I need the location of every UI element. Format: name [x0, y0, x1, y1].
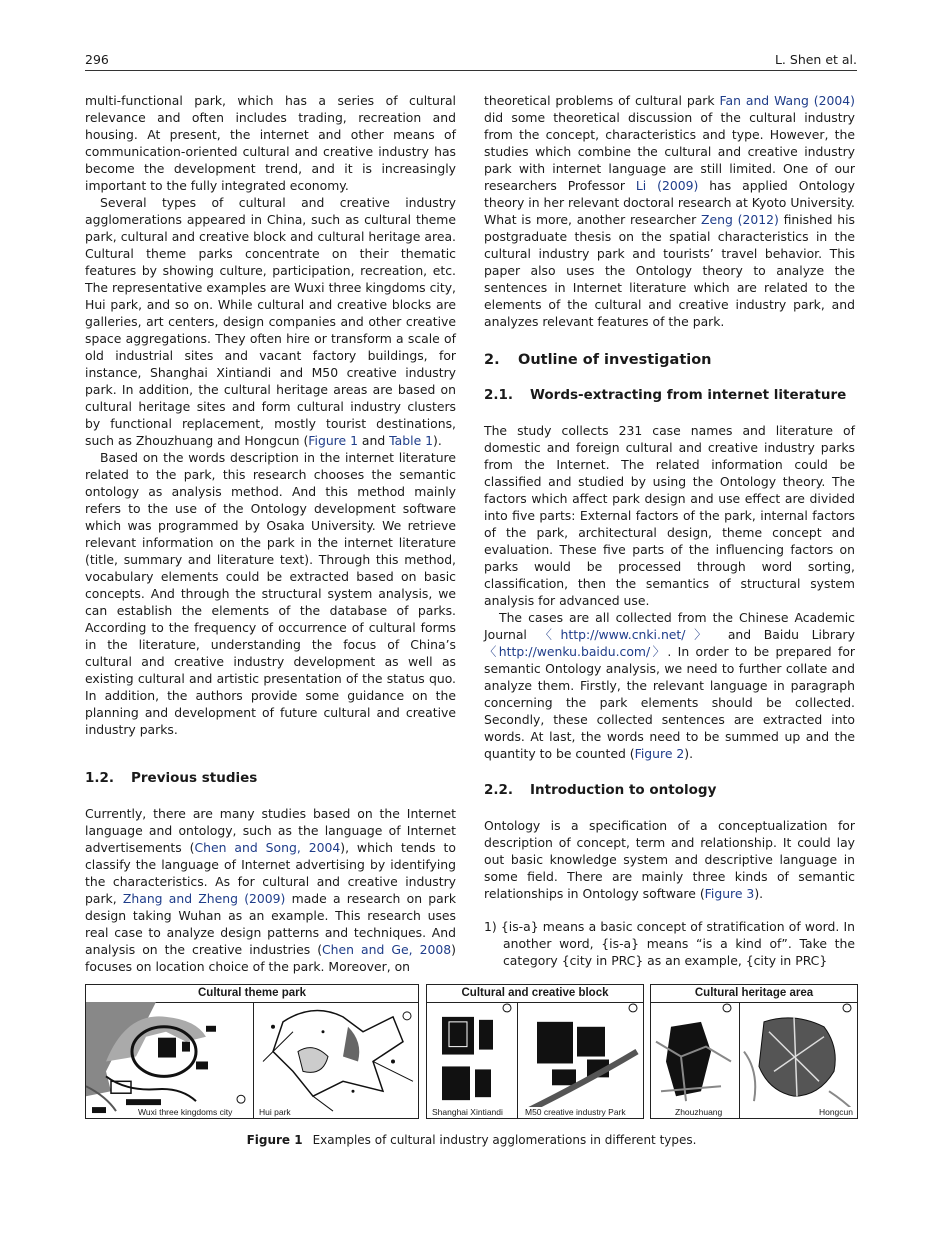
figure-link[interactable]: Figure 2	[634, 746, 685, 761]
section-heading: 2. Outline of investigation	[484, 352, 712, 368]
left-column	[85, 92, 456, 975]
section-heading: 1.2. Previous studies	[85, 770, 258, 786]
panel-title: Cultural and creative block	[427, 985, 643, 1003]
panel-title: Cultural heritage area	[651, 985, 857, 1003]
figure-1	[85, 984, 858, 1119]
running-authors: L. Shen et al.	[774, 52, 857, 67]
map-label: Shanghai Xintiandi	[432, 1107, 503, 1117]
wuxi-map-drawing	[86, 1002, 253, 1118]
caption-label: Figure 1	[246, 1133, 303, 1147]
url-link[interactable]: 〈http://wenku.baidu.com/〉	[484, 644, 668, 659]
map-wuxi	[86, 1002, 254, 1118]
paragraph: theoretical problems of cultural park Fan and Wang (2004) did some theoretical discussion of the cultural industry from the concept, characteristics and type. However, the studies which combine the cultural and creative industry park with internet language are still limited. One of our researchers Professor Li (2009) has applied Ontology theory in her relevant doctoral research at Kyoto University. What is more, another researcher Zeng (2012) finished his postgraduate thesis on the spatial characteristics in the cultural industry park and tourists’ travel behavior. This paper also uses the Ontology theory to analyze the sentences in Internet literature which are related to the elements of the cultural and creative industry park, and analyzes relevant features of the park.	[484, 93, 855, 329]
map-label: Hongcun	[818, 1107, 853, 1117]
running-header	[85, 52, 857, 71]
map-label: Hui park	[259, 1107, 291, 1117]
citation-link[interactable]: Chen and Song, 2004	[194, 840, 341, 855]
paragraph: Based on the words description in the internet literature related to the park, this research chooses the semantic ontology as analysis method. And this method mainly refers to the use of the Ontology development software which was programmed by Osaka University. We retrieve relevant information on the park in the internet literature (title, summary and literature text). Through this method, vocabulary elements could be extracted based on basic concepts. And through the structural system analysis, we can establish the elements of the database of parks. According to the frequency of occurrence of cultural forms in the literature, understanding the focus of China’s cultural and creative industry development as well as existing cultural and artistic presentation of the status quo. In addition, the authors provide some guidance on the planning and development of future cultural and creative industry parks.	[85, 450, 456, 737]
citation-link[interactable]: Zeng (2012)	[701, 212, 779, 227]
map-label: M50 creative industry Park	[525, 1107, 626, 1117]
xintiandi-map-drawing	[427, 1002, 517, 1118]
hui-park-map-drawing	[253, 1002, 418, 1118]
zhouzhuang-map-drawing	[651, 1002, 739, 1118]
right-column	[484, 92, 855, 969]
map-label: Wuxi three kingdoms city	[138, 1107, 233, 1117]
panel-cultural-creative-block	[426, 984, 644, 1119]
page-number: 296	[85, 52, 109, 67]
panel-cultural-heritage-area	[650, 984, 858, 1119]
panel-title: Cultural theme park	[86, 985, 418, 1003]
paragraph: The study collects 231 case names and literature of domestic and foreign cultural and creative industry parks from the Internet. The related information could be classified and studied by using the Ontology theory. The factors which affect park design and use effect are divided into five parts: External factors of the park, internal factors of the park, architectural design, theme concept and evaluation. These five parts of the influencing factors on parks would be processed through word sorting, classification, then the semantics of structural system analysis for advanced use.	[484, 423, 855, 608]
hongcun-map-drawing	[739, 1002, 857, 1118]
map-zhouzhuang	[651, 1002, 740, 1118]
figure-link[interactable]: Figure 3	[704, 886, 755, 901]
map-hongcun	[739, 1002, 857, 1118]
citation-link[interactable]: Fan and Wang (2004)	[719, 93, 855, 108]
url-link[interactable]: 〈http://www.cnki.net/〉	[539, 627, 716, 642]
citation-link[interactable]: Chen and Ge, 2008	[322, 942, 452, 957]
subsection-heading: 2.2. Introduction to ontology	[484, 782, 717, 798]
figure-caption	[85, 1133, 858, 1147]
m50-map-drawing	[517, 1002, 643, 1118]
paragraph: multi-functional park, which has a series of cultural relevance and often includes trading, recreation and housing. At present, the internet and other means of communication-oriented cultural and creative industry has become the development trend, and it is increasingly important to the fully integrated economy.	[85, 93, 456, 193]
map-label: Zhouzhuang	[675, 1107, 723, 1117]
panel-cultural-theme-park	[85, 984, 419, 1119]
paragraph: Several types of cultural and creative industry agglomerations appeared in China, such as cultural theme park, cultural and creative block and cultural heritage area. Cultural theme parks concentrate on their thematic features by showing culture, participation, recreation, etc. The representative examples are Wuxi three kingdoms city, Hui park, and so on. While cultural and creative blocks are galleries, art centers, design companies and other creative space aggregations. They often hire or transform a scale of old industrial sites and vacant factory buildings, for instance, Shanghai Xintiandi and M50 creative industry park. In addition, the cultural heritage areas are based on cultural heritage sites and form cultural industry clusters by functional replacement, mostly tourist destinations, such as Zhouzhuang and Hongcun (Figure 1 and Table 1).	[85, 195, 456, 448]
subsection-heading: 2.1. Words-extracting from internet literature	[484, 387, 847, 403]
map-m50	[517, 1002, 643, 1118]
citation-link[interactable]: Li (2009)	[635, 178, 699, 193]
citation-link[interactable]: Zhang and Zheng (2009)	[122, 891, 286, 906]
map-hui-park	[253, 1002, 418, 1118]
list-item: 1) {is-a} means a basic concept of stratification of word. In another word, {is-a} means “is a kind of”. Take the category {city in PRC} as an example, {city in PRC}	[484, 919, 855, 968]
table-link[interactable]: Table 1	[389, 433, 434, 448]
caption-text: Examples of cultural industry agglomerations in different types.	[312, 1133, 697, 1147]
map-xintiandi	[427, 1002, 518, 1118]
paragraph: Ontology is a specification of a conceptualization for description of concept, term and relationship. It could lay out basic knowledge system and descriptive language in some field. There are mainly three kinds of semantic relationships in Ontology software (Figure 3).	[484, 818, 855, 901]
paragraph: Currently, there are many studies based on the Internet language and ontology, such as the language of Internet advertisements (Chen and Song, 2004), which tends to classify the language of Internet advertising by identifying the characteristics. As for cultural and creative industry park, Zhang and Zheng (2009) made a research on park design taking Wuhan as an example. This research uses real case to analyze design patterns and techniques. And analysis on the creative industries (Chen and Ge, 2008) focuses on location choice of the park. Moreover, on	[85, 806, 457, 974]
figure-link[interactable]: Figure 1	[308, 433, 358, 448]
paragraph: The cases are all collected from the Chinese Academic Journal 〈http://www.cnki.net/〉 and Baidu Library 〈http://wenku.baidu.com/〉. In order to be prepared for semantic Ontology analysis, we need to further collate and analyze them. Firstly, the relevant language in paragraph concerning the park elements should be collected. Secondly, these collected sentences are extracted into words. At last, the words need to be summed up and the quantity to be counted (Figure 2).	[484, 610, 855, 761]
